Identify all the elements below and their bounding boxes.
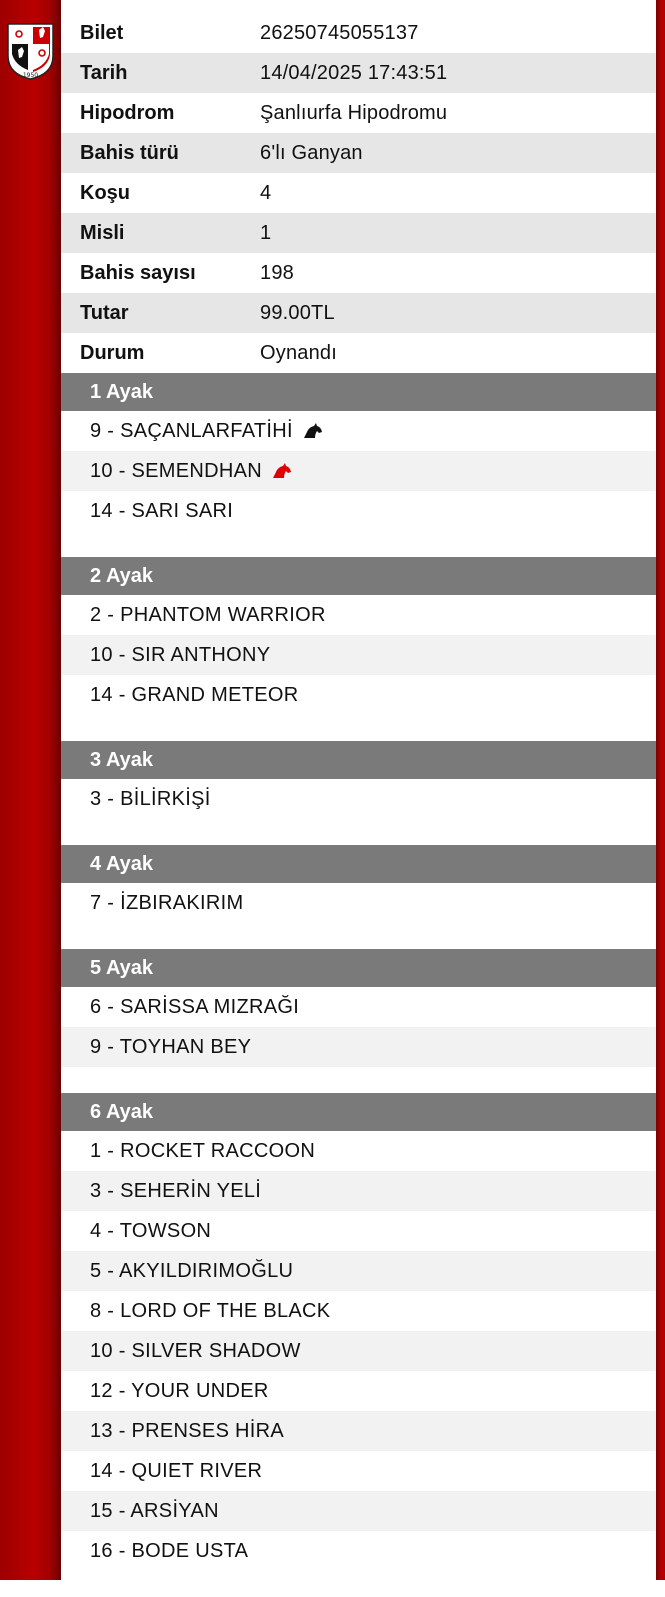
ticket-info-row [61, 333, 656, 373]
club-crest-icon [6, 20, 55, 80]
info-value: 14/04/2025 17:43:51 [260, 61, 448, 84]
runner-label: 12 - YOUR UNDER [90, 1379, 269, 1402]
leg-header: 1 Ayak [61, 373, 656, 411]
runner-label: 14 - SARI SARI [90, 499, 234, 522]
runner-row [61, 1131, 656, 1171]
info-value: 4 [260, 181, 272, 204]
info-value: 1 [260, 221, 272, 244]
runner-label: 15 - ARSİYAN [90, 1499, 219, 1522]
ticket-info-row [61, 133, 656, 173]
leg-header: 4 Ayak [61, 845, 656, 883]
runner-row [61, 1171, 656, 1211]
runner-label: 13 - PRENSES HİRA [90, 1419, 285, 1442]
runner-label: 4 - TOWSON [90, 1219, 212, 1242]
leg-section [61, 741, 656, 845]
runner-row [61, 635, 656, 675]
runner-label: 7 - İZBIRAKIRIM [90, 891, 244, 914]
runner-row [61, 1291, 656, 1331]
runner-row [61, 491, 656, 531]
leg-section [61, 845, 656, 949]
info-value: 198 [260, 261, 294, 284]
info-label: Misli [80, 221, 125, 244]
info-label: Hipodrom [80, 101, 175, 124]
runner-row [61, 1027, 656, 1067]
leg-section [61, 373, 656, 557]
runner-label: 10 - SIR ANTHONY [90, 643, 271, 666]
runner-label: 9 - TOYHAN BEY [90, 1035, 252, 1058]
runner-label: 16 - BODE USTA [90, 1539, 249, 1562]
info-value: Şanlıurfa Hipodromu [260, 101, 448, 124]
ticket-info-row [61, 93, 656, 133]
ticket-info-row [61, 13, 656, 53]
runner-row [61, 987, 656, 1027]
leg-section [61, 949, 656, 1093]
ticket-detail [61, 13, 656, 1597]
runner-row [61, 1211, 656, 1251]
leg-header: 2 Ayak [61, 557, 656, 595]
runner-row [61, 883, 656, 923]
info-label: Bahis türü [80, 141, 179, 164]
runner-row [61, 1531, 656, 1571]
runner-label: 14 - QUIET RIVER [90, 1459, 263, 1482]
left-side-bar [0, 0, 61, 1580]
runner-label: 3 - SEHERİN YELİ [90, 1179, 262, 1202]
runner-row [61, 1251, 656, 1291]
ticket-info-row [61, 213, 656, 253]
runner-row [61, 1331, 656, 1371]
info-label: Tarih [80, 61, 128, 84]
runner-label: 1 - ROCKET RACCOON [90, 1139, 316, 1162]
runner-row [61, 1371, 656, 1411]
leg-header: 6 Ayak [61, 1093, 656, 1131]
runner-row [61, 779, 656, 819]
runner-row [61, 675, 656, 715]
runner-label: 5 - AKYILDIRIMOĞLU [90, 1259, 294, 1282]
runner-label: 10 - SEMENDHAN [90, 459, 263, 482]
horse-head-black-icon [303, 423, 323, 439]
runner-row [61, 1451, 656, 1491]
svg-text:1950: 1950 [22, 72, 39, 79]
leg-section [61, 1093, 656, 1597]
info-value: Oynandı [260, 341, 338, 364]
ticket-info-row [61, 173, 656, 213]
horse-head-red-icon [272, 463, 292, 479]
runner-label: 14 - GRAND METEOR [90, 683, 299, 706]
ticket-info-row [61, 253, 656, 293]
runner-label: 9 - SAÇANLARFATİHİ [90, 419, 293, 442]
leg-header: 5 Ayak [61, 949, 656, 987]
info-label: Bahis sayısı [80, 261, 196, 284]
right-side-bar [656, 0, 665, 1580]
ticket-info-row [61, 293, 656, 333]
legs-list [61, 373, 656, 1597]
runner-row [61, 1411, 656, 1451]
info-value: 26250745055137 [260, 21, 419, 44]
info-label: Koşu [80, 181, 130, 204]
runner-row [61, 1491, 656, 1531]
leg-section [61, 557, 656, 741]
runner-label: 10 - SILVER SHADOW [90, 1339, 301, 1362]
info-label: Bilet [80, 21, 124, 44]
info-value: 99.00TL [260, 301, 335, 324]
ticket-info-table [61, 13, 656, 373]
info-value: 6'lı Ganyan [260, 141, 363, 164]
runner-row [61, 595, 656, 635]
runner-label: 8 - LORD OF THE BLACK [90, 1299, 331, 1322]
info-label: Tutar [80, 301, 129, 324]
runner-label: 6 - SARİSSA MIZRAĞI [90, 995, 300, 1018]
ticket-info-row [61, 53, 656, 93]
runner-label: 2 - PHANTOM WARRIOR [90, 603, 326, 626]
runner-label: 3 - BİLİRKİŞİ [90, 787, 211, 810]
runner-row [61, 451, 656, 491]
info-label: Durum [80, 341, 145, 364]
runner-row [61, 411, 656, 451]
leg-header: 3 Ayak [61, 741, 656, 779]
